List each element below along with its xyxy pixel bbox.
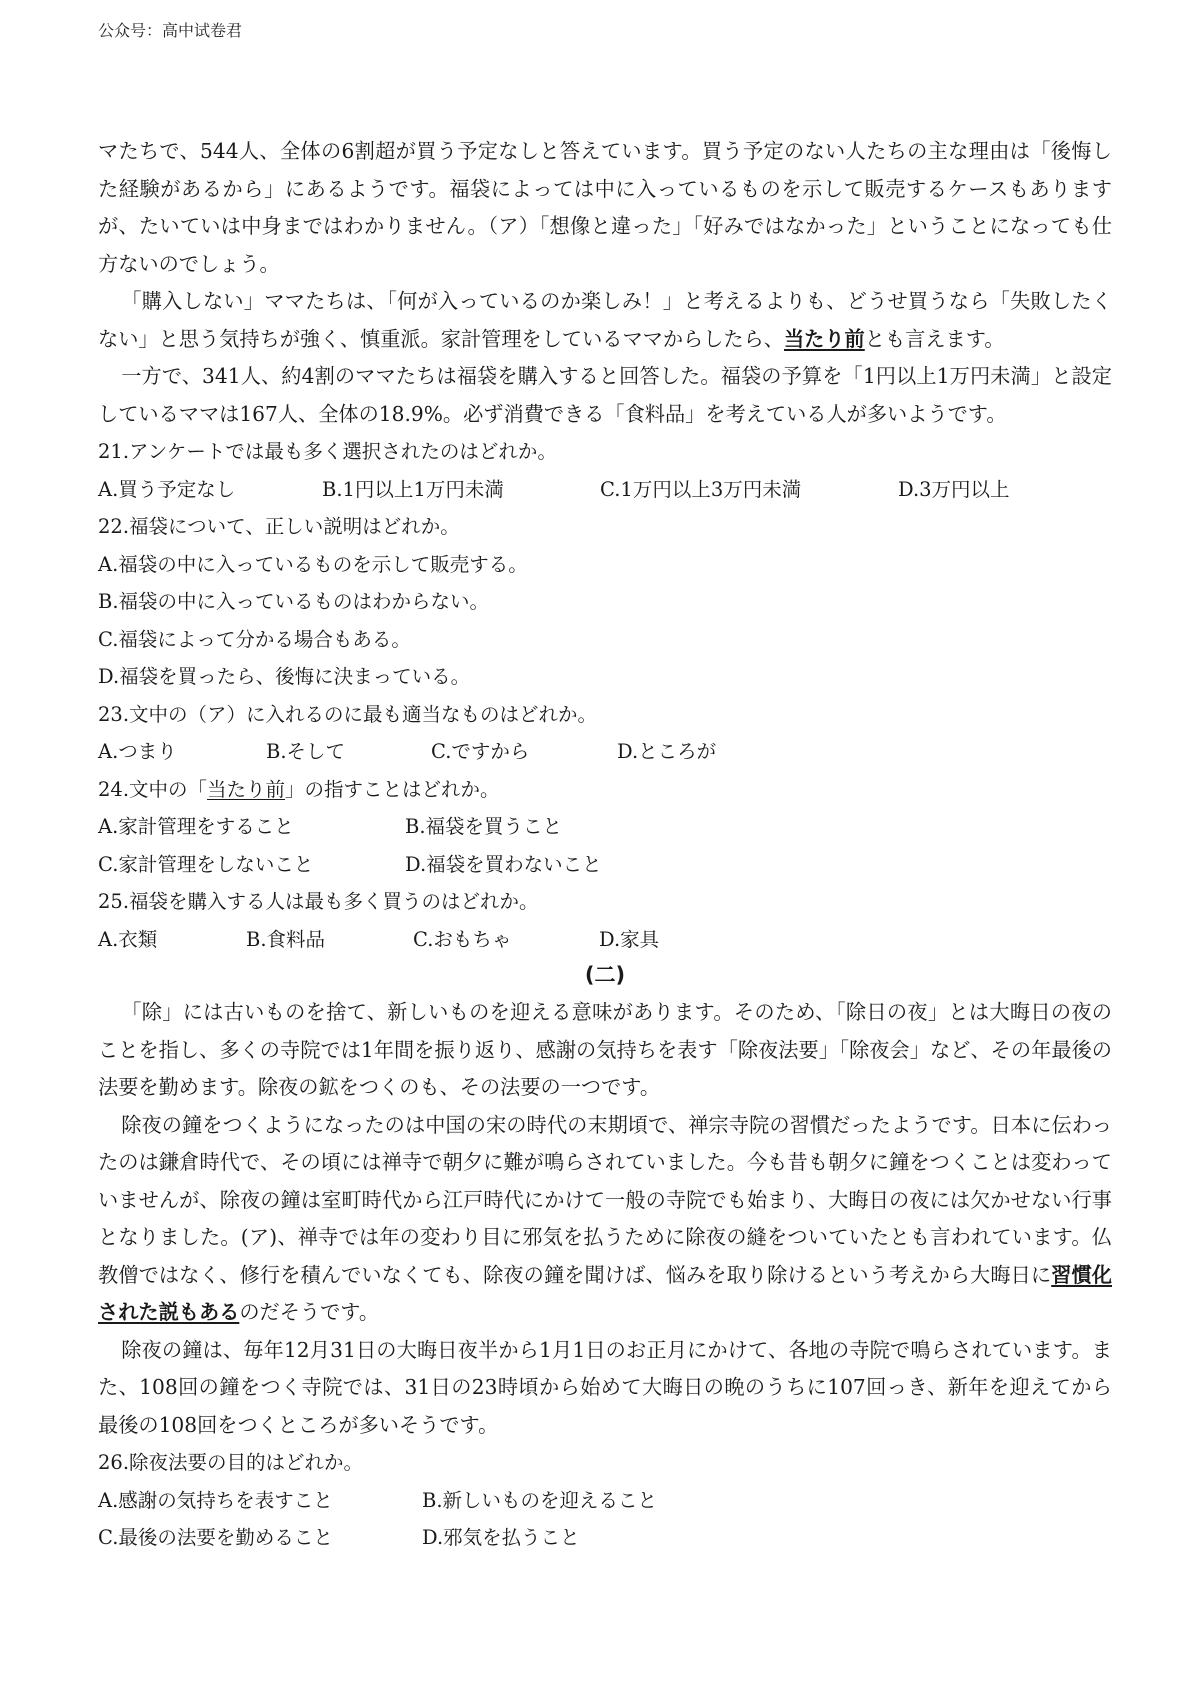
q26-option-b[interactable]: B.新しいものを迎えること <box>422 1488 658 1512</box>
passage1-paragraph-1: マたちで、544人、全体の6割超が買う予定なしと答えています。買う予定のない人たちの主な理由は「後悔した経験があるから」にあるようです。福袋によっては中に入っているものを示して販売するケースもありますが、たいていは中身まではわかりません。（ア）「想像と違った」「好みではなかった」ということになっても仕方ないのでしょう。 <box>98 139 1112 276</box>
q22-option-b[interactable]: B.福袋の中に入っているものはわからない。 <box>98 590 490 613</box>
q25-option-b[interactable]: B.食料品 <box>246 927 326 951</box>
q24-option-c[interactable]: C.家計管理をしないこと <box>98 852 314 876</box>
q21-option-b[interactable]: B.1円以上1万円未満 <box>322 477 504 501</box>
passage1-paragraph-3: 一方で、341人、約4割のママたちは福袋を購入すると回答した。福袋の予算を「1円以上1万円未満」と設定しているママは167人、全体の18.9%。必ず消費できる「食料品」を考えている人が多いようです。 <box>98 364 1112 426</box>
question-24-stem <box>98 771 1112 809</box>
question-23-stem: 23.文中の（ア）に入れるのに最も適当なものはどれか。 <box>98 702 598 726</box>
underlined-phrase-atarimae: 当たり前 <box>783 326 865 351</box>
question-21-stem: 21.アンケートでは最も多く選択されたのはどれか。 <box>98 440 557 463</box>
question-22-stem: 22.福袋について、正しい説明はどれか。 <box>98 515 460 538</box>
question-26-options-row1 <box>98 1482 1112 1520</box>
question-24-options-row2 <box>98 846 1112 884</box>
passage2-paragraph-3: 除夜の鐘は、毎年12月31日の大晦日夜半から1月1日のお正月にかけて、各地の寺院で鳴らされています。また、108回の鐘をつく寺院では、31日の23時頃から始めて大晦日の晩のうちに107回っき、新年を迎えてから最後の108回をつくところが多いそうです。 <box>98 1337 1112 1437</box>
page-content <box>98 133 1112 1557</box>
question-21-options <box>98 471 1112 509</box>
page-header: 公众号：高中试卷君 <box>98 21 243 40</box>
q25-option-a[interactable]: A.衣類 <box>98 927 158 951</box>
q24-stem-prefix: 24.文中の「 <box>98 777 208 801</box>
q22-option-d[interactable]: D.福袋を買ったら、後悔に決まっている。 <box>98 665 471 688</box>
q26-option-a[interactable]: A.感謝の気持ちを表すこと <box>98 1488 333 1512</box>
q22-option-a[interactable]: A.福袋の中に入っているものを示して販売する。 <box>98 552 528 576</box>
q22-option-c[interactable]: C.福袋によって分かる場合もある。 <box>98 627 411 651</box>
q26-option-d[interactable]: D.邪気を払うこと <box>422 1526 580 1549</box>
passage2-paragraph-1: 「除」には古いものを捨て、新しいものを迎える意味があります。そのため、「除日の夜」とは大晦日の夜のことを指し、多くの寺院では1年間を振り返り、感謝の気持ちを表す「除夜法要」「除夜会」など、その年最後の法要を勤めます。除夜の鉱をつくのも、その法要の一つです。 <box>98 1000 1112 1099</box>
q24-underlined-atarimae: 当たり前 <box>207 777 286 801</box>
question-23-options <box>98 733 1112 771</box>
q24-option-a[interactable]: A.家計管理をすること <box>98 815 294 838</box>
q25-option-c[interactable]: C.おもちゃ <box>413 927 512 951</box>
passage1-paragraph-2 <box>98 283 1112 358</box>
q24-stem-suffix: 」の指すことはどれか。 <box>285 777 500 801</box>
underlined-phrase-shuukanka: 習慣化された説もある <box>98 1262 1112 1324</box>
passage2-p2-text: 除夜の鐘をつくようになったのは中国の宋の時代の末期頃で、禅宗寺院の習慣だったようです。日本に伝わったのは鎌倉時代で、その頃には禅寺で朝夕に難が鳴らされていました。今も昔も朝夕に鐘をつくことは変わっていませんが、除夜の鐘は室町時代から江戸時代にかけて一般の寺院でも始まり、大晦日の夜には欠かせない行事となりました。(ア)、禅寺では年の変わり目に邪気を払うために除夜の縫をついていたとも言われています。仏教僧ではなく、修行を積んでいなくても、除夜の鐘を聞けば、悩みを取り除けるという考えから大晦日に <box>98 1112 1112 1287</box>
q23-option-b[interactable]: B.そして <box>266 740 346 763</box>
q21-option-a[interactable]: A.買う予定なし <box>98 477 236 501</box>
q24-option-b[interactable]: B.福袋を買うこと <box>405 815 563 838</box>
q23-option-d[interactable]: D.ところが <box>617 740 717 763</box>
q23-option-c[interactable]: C.ですから <box>431 740 530 763</box>
question-26-options-row2 <box>98 1519 1112 1557</box>
question-24-options-row1 <box>98 808 1112 846</box>
q21-option-c[interactable]: C.1万円以上3万円未満 <box>600 477 802 501</box>
q25-option-d[interactable]: D.家具 <box>599 927 660 951</box>
q24-option-d[interactable]: D.福袋を買わないこと <box>405 852 602 876</box>
q26-option-c[interactable]: C.最後の法要を勤めること <box>98 1526 333 1549</box>
question-25-stem: 25.福袋を購入する人は最も多く買うのはどれか。 <box>98 890 539 913</box>
section-2-title: (二) <box>584 963 626 987</box>
question-25-options <box>98 921 1112 959</box>
passage1-p2-text: 「購入しない」ママたちは、「何が入っているのか楽しみ！」と考えるよりも、どうせ買うなら「失敗したくない」と思う気持ちが強く、慎重派。家計管理をしているママからしたら、 <box>98 289 1112 351</box>
passage2-paragraph-2 <box>98 1107 1112 1332</box>
q21-option-d[interactable]: D.3万円以上 <box>898 477 1010 501</box>
passage2-p2-tail: のだそうです。 <box>239 1300 380 1324</box>
passage1-p2-tail: とも言えます。 <box>864 326 1005 351</box>
q23-option-a[interactable]: A.つまり <box>98 740 177 763</box>
question-26-stem: 26.除夜法要の目的はどれか。 <box>98 1451 364 1474</box>
